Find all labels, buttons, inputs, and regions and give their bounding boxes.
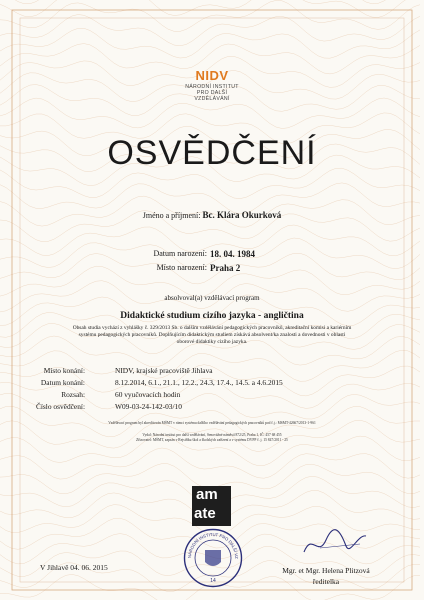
- logo-line-2: PRO DALŠÍ: [196, 90, 228, 96]
- detail-value: 60 vyučovacích hodin: [115, 390, 181, 399]
- guilloche-line: [0, 448, 420, 479]
- amate-logo-top: am: [196, 486, 218, 503]
- seal-emblem: [205, 550, 221, 566]
- detail-row-dates: [0, 378, 424, 387]
- detail-value: 8.12.2014, 6.1., 21.1., 12.2., 24.3, 17.4., 14.5. a 4.6.2015: [115, 378, 283, 387]
- name-value: Bc. Klára Okurková: [202, 210, 282, 220]
- detail-label: Datum konání:: [40, 378, 85, 387]
- detail-label: Rozsah:: [61, 390, 85, 399]
- issuer-line-1: Vydal: Národní institut pro další vzdělávání, Senovážné náměstí 872/25, Praha 1, IČ: 457 68 455: [142, 433, 282, 437]
- seal-number: 14: [210, 578, 216, 584]
- signature: [300, 522, 370, 562]
- guilloche-line: [0, 0, 420, 31]
- completed-text: absolvoval(a) vzdělávací program: [164, 294, 260, 302]
- official-seal: [183, 528, 243, 588]
- signatory-role: ředitelka: [312, 577, 340, 586]
- amate-logo: [192, 486, 231, 526]
- place-date: V Jihlavě 04. 06. 2015: [40, 563, 108, 572]
- detail-value: W09-03-24-142-03/10: [115, 402, 182, 411]
- guilloche-line: [0, 0, 420, 17]
- program-description: Obsah studia vychází z vyhlášky č. 329/2013 Sb. o dalším vzdělávání pedagogických pracovníků, akreditační komisi a kariérním systému pedagogických pracovníků. Doplňujícím didaktickým studiem získává absolvent/ka znalosti a dovednosti v oblasti oborové didaktiky cizího jazyka.: [72, 325, 352, 345]
- detail-row-place: [0, 366, 424, 375]
- name-label: Jméno a příjmení:: [142, 211, 201, 220]
- signatory-name: Mgr. et Mgr. Helena Plitzová: [282, 566, 370, 575]
- detail-label: Místo konání:: [43, 366, 85, 375]
- logo-line-3: VZDĚLÁVÁNÍ: [194, 96, 230, 102]
- dob-label: Datum narození:: [153, 249, 207, 258]
- dob-value: 18. 04. 1984: [210, 249, 255, 259]
- pob-value: Praha 2: [210, 263, 241, 273]
- detail-row-number: [0, 402, 424, 411]
- name-row: [0, 210, 424, 220]
- guilloche-line: [0, 15, 420, 46]
- detail-value: NIDV, krajské pracoviště Jihlava: [115, 366, 213, 375]
- detail-label: Číslo osvědčení:: [35, 402, 85, 411]
- seal-text: NÁRODNÍ INSTITUT PRO DALŠÍ VZ: [186, 531, 240, 559]
- program-name: Didaktické studium cizího jazyka - angličtina: [120, 311, 304, 321]
- issuer-line-2: Zřizovatel: MŠMT, zapsán v Rejstříku škol a školských zařízení a v systému DVPP č. j. 15 847/2011 - 25: [136, 438, 288, 442]
- detail-row-scope: [0, 390, 424, 399]
- dob-row: [0, 249, 424, 259]
- pob-label: Místo narození:: [156, 263, 207, 272]
- logo-line-1: NÁRODNÍ INSTITUT: [185, 84, 239, 90]
- guilloche-line: [0, 0, 420, 4]
- pob-row: [0, 263, 424, 273]
- nidv-logo: NIDV: [195, 68, 229, 83]
- amate-logo-bottom: ate: [194, 505, 216, 522]
- certificate-title: OSVĚDČENÍ: [107, 134, 317, 172]
- accreditation-note: Vzdělávací program byl akreditován MŠMT v rámci systému dalšího vzdělávání pedagogických pracovníků pod č.j.: MSMT-42667/2013-1-961: [108, 421, 316, 425]
